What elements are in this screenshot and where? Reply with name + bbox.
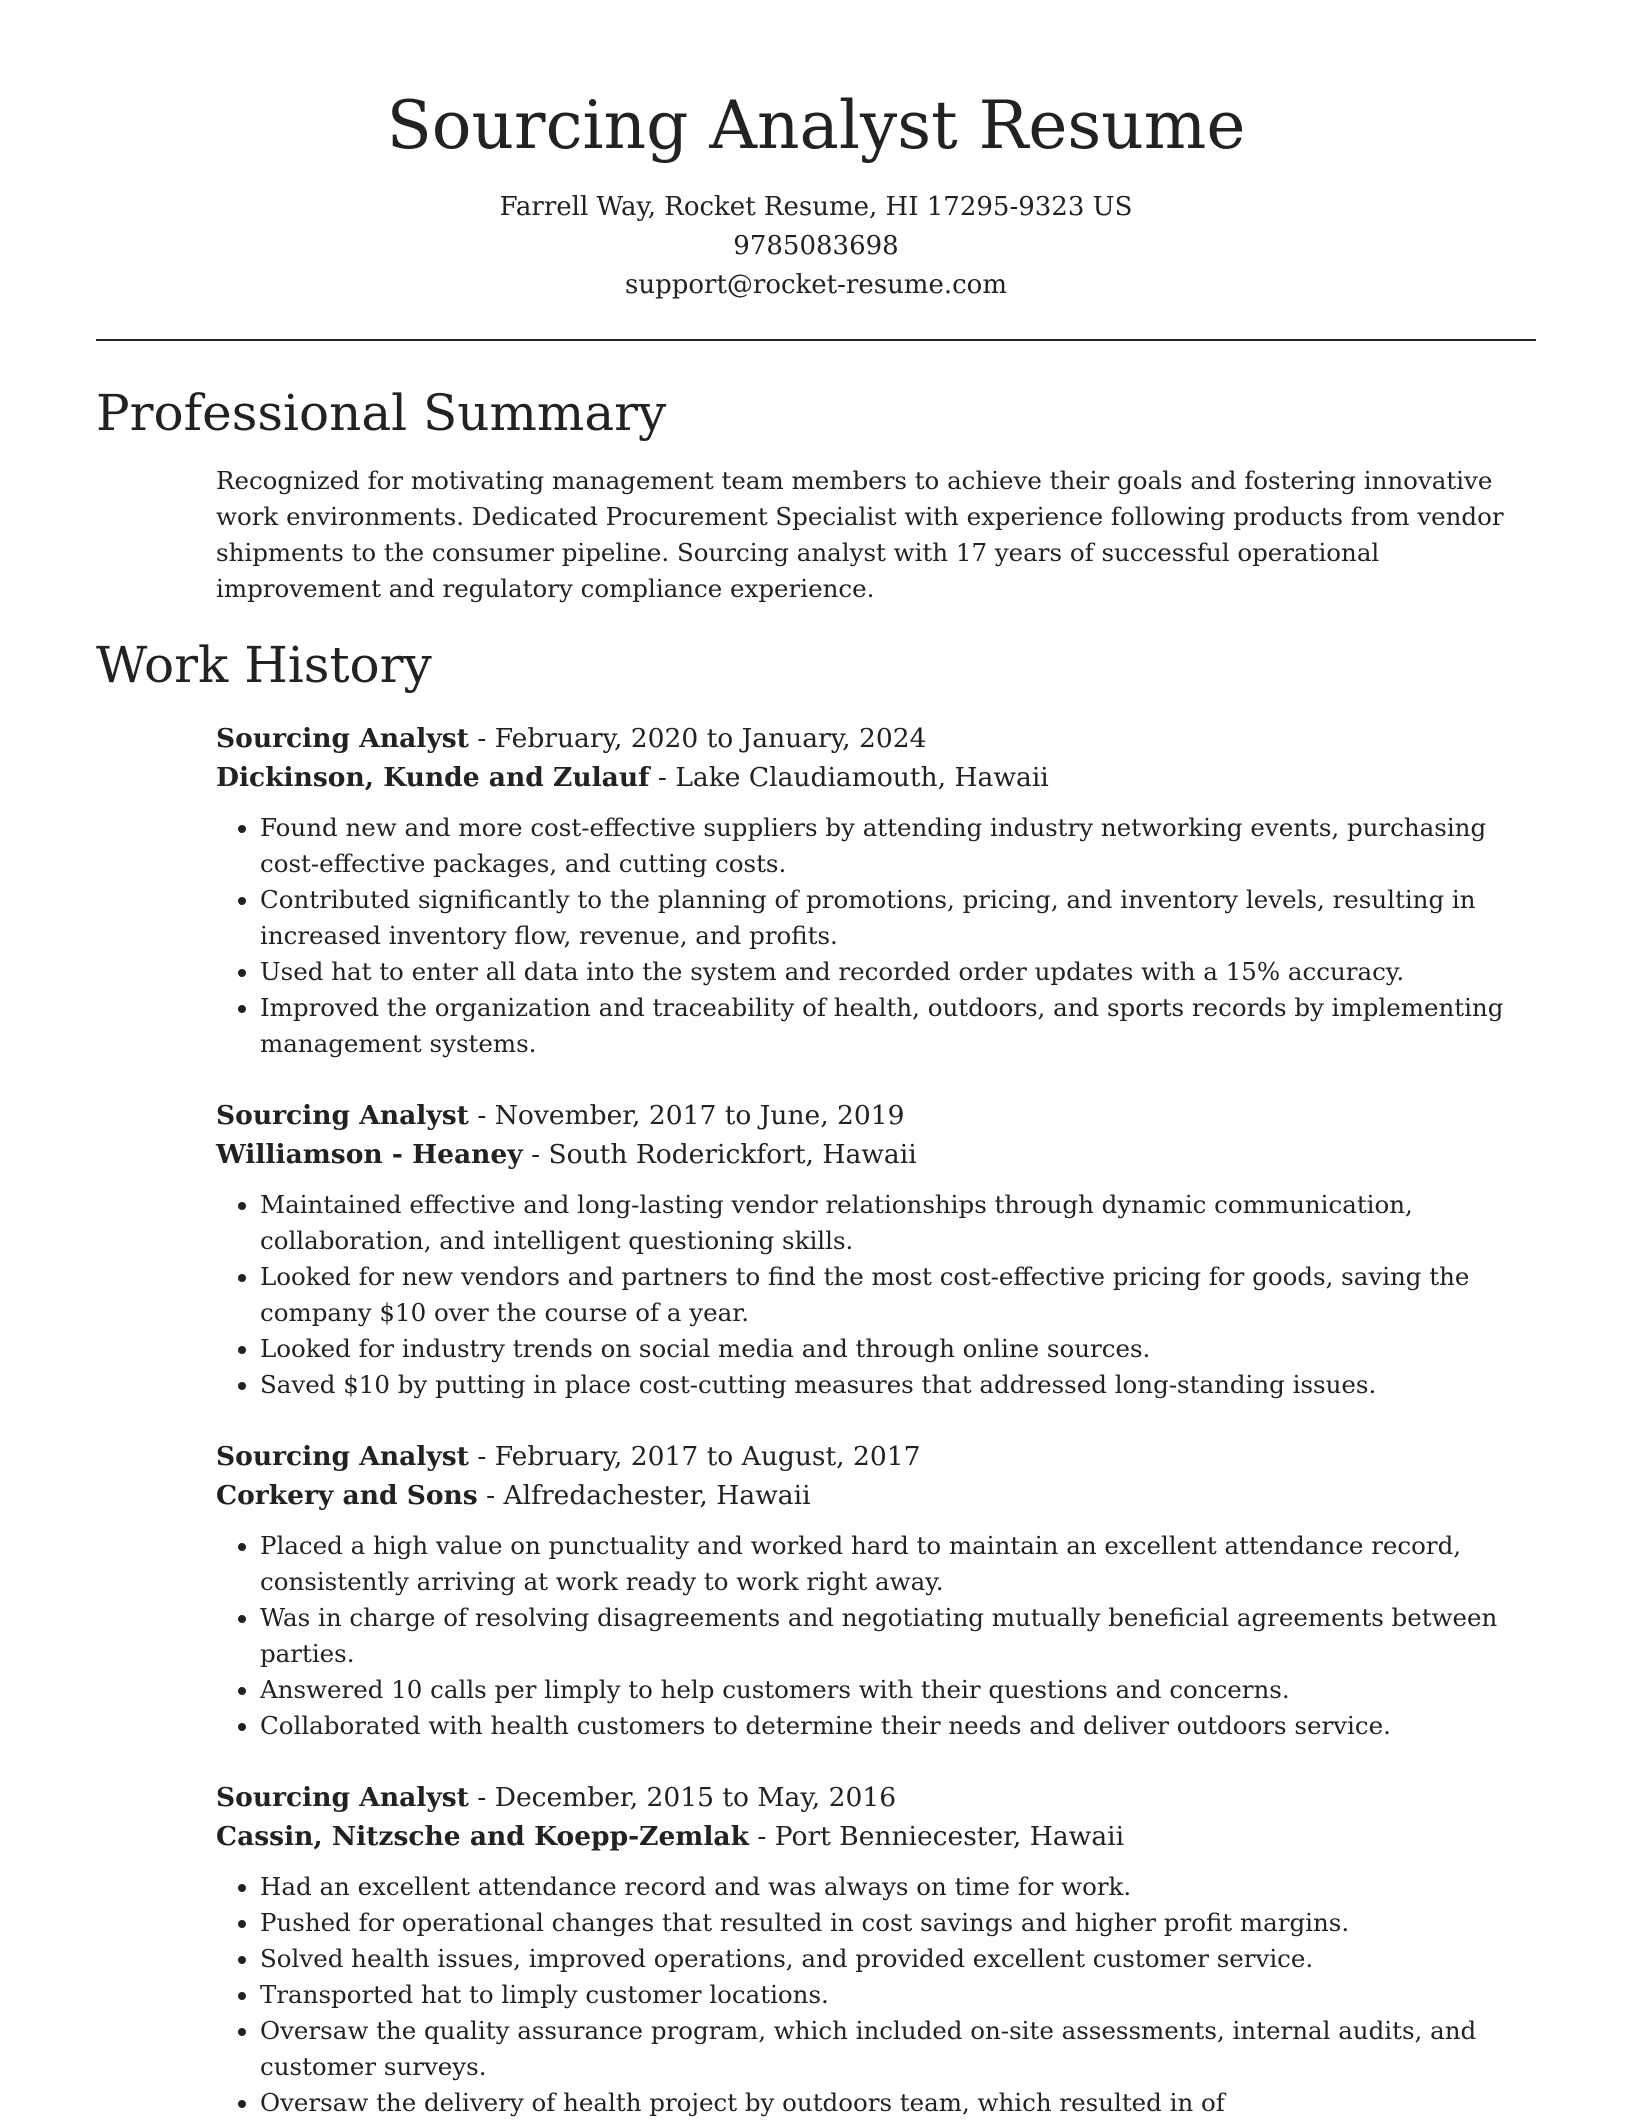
resume-title: Sourcing Analyst Resume [386, 87, 1246, 164]
job-separator: - [477, 1480, 504, 1511]
job-bullet: • Was in charge of resolving disagreements and negotiating mutually beneficial agreements between parties. [260, 1600, 1536, 1672]
job-bullets [216, 810, 1536, 1062]
contact-email: support@rocket-resume.com [624, 270, 1007, 300]
job-company-line [216, 758, 1536, 797]
job-bullet: • Answered 10 calls per limply to help customers with their questions and concerns. [260, 1672, 1536, 1708]
job-location: Lake Claudiamouth, Hawaii [675, 762, 1049, 793]
job-company-line [216, 1476, 1536, 1515]
job-dates: February, 2020 to January, 2024 [494, 723, 927, 754]
job-dates: February, 2017 to August, 2017 [494, 1441, 921, 1472]
summary-heading: Professional Summary [96, 384, 667, 442]
job-location: Alfredachester, Hawaii [503, 1480, 811, 1511]
job-bullet: • Improved the organization and traceability of health, outdoors, and sports records by implementing management systems. [260, 990, 1536, 1062]
job-bullets [216, 1187, 1536, 1403]
job-separator: - [468, 1441, 495, 1472]
job-location: South Roderickfort, Hawaii [548, 1139, 917, 1170]
job-location: Port Benniecester, Hawaii [774, 1821, 1125, 1852]
job-bullet: • Maintained effective and long-lasting vendor relationships through dynamic communication, collaboration, and intelligent questioning skills. [260, 1187, 1536, 1259]
job-title-line [216, 719, 1536, 758]
job-bullet: • Oversaw the delivery of health project by outdoors team, which resulted in of [260, 2085, 1536, 2121]
job-bullet: • Had an excellent attendance record and was always on time for work. [260, 1869, 1536, 1905]
job-entry [216, 1778, 1536, 2121]
summary-text: Recognized for motivating management team members to achieve their goals and fostering innovative work environments. Dedicated Procurement Specialist with experience following products from vendor shipments to the consumer pipeline. Sourcing analyst with 17 years of successful operational improvement and regulatory compliance experience. [216, 466, 1504, 603]
job-dates: November, 2017 to June, 2019 [494, 1100, 905, 1131]
contact-phone: 9785083698 [733, 231, 899, 261]
job-bullet: • Solved health issues, improved operations, and provided excellent customer service. [260, 1941, 1536, 1977]
job-title-line [216, 1778, 1536, 1817]
job-bullet: • Placed a high value on punctuality and worked hard to maintain an excellent attendance record, consistently arriving at work ready to work right away. [260, 1528, 1536, 1600]
work-history-list [0, 719, 1632, 2121]
job-company-line [216, 1817, 1536, 1856]
job-bullet: • Looked for industry trends on social media and through online sources. [260, 1331, 1536, 1367]
job-bullet: • Found new and more cost-effective suppliers by attending industry networking events, purchasing cost-effective packages, and cutting costs. [260, 810, 1536, 882]
job-company: Cassin, Nitzsche and Koepp-Zemlak [216, 1821, 749, 1852]
job-role: Sourcing Analyst [216, 1441, 469, 1472]
job-separator: - [468, 723, 495, 754]
job-bullet: • Looked for new vendors and partners to find the most cost-effective pricing for goods, saving the company $10 over the course of a year. [260, 1259, 1536, 1331]
job-separator: - [649, 762, 676, 793]
job-role: Sourcing Analyst [216, 1782, 469, 1813]
job-bullet: • Contributed significantly to the planning of promotions, pricing, and inventory levels, resulting in increased inventory flow, revenue, and profits. [260, 882, 1536, 954]
job-dates: December, 2015 to May, 2016 [494, 1782, 897, 1813]
job-bullet: • Oversaw the quality assurance program, which included on-site assessments, internal audits, and customer surveys. [260, 2013, 1536, 2085]
job-role: Sourcing Analyst [216, 723, 469, 754]
job-bullet: • Collaborated with health customers to determine their needs and deliver outdoors service. [260, 1708, 1536, 1744]
contact-address: Farrell Way, Rocket Resume, HI 17295-9323 US [499, 192, 1133, 222]
job-bullets [216, 1869, 1536, 2121]
job-company: Dickinson, Kunde and Zulauf [216, 762, 650, 793]
job-bullet: • Pushed for operational changes that resulted in cost savings and higher profit margins. [260, 1905, 1536, 1941]
job-separator: - [748, 1821, 775, 1852]
job-entry [216, 1437, 1536, 1744]
resume-header [0, 0, 1632, 305]
job-bullets [216, 1528, 1536, 1744]
job-company: Williamson - Heaney [216, 1139, 523, 1170]
job-role: Sourcing Analyst [216, 1100, 469, 1131]
job-title-line [216, 1096, 1536, 1135]
job-separator: - [522, 1139, 549, 1170]
job-entry [216, 1096, 1536, 1403]
job-company: Corkery and Sons [216, 1480, 478, 1511]
header-divider [96, 339, 1536, 341]
job-separator: - [468, 1100, 495, 1131]
job-separator: - [468, 1782, 495, 1813]
job-bullet: • Transported hat to limply customer locations. [260, 1977, 1536, 2013]
job-company-line [216, 1135, 1536, 1174]
contact-block [0, 188, 1632, 305]
job-bullet: • Saved $10 by putting in place cost-cutting measures that addressed long-standing issues. [260, 1367, 1536, 1403]
job-bullet: • Used hat to enter all data into the system and recorded order updates with a 15% accuracy. [260, 954, 1536, 990]
job-title-line [216, 1437, 1536, 1476]
work-history-heading: Work History [96, 636, 432, 694]
job-entry [216, 719, 1536, 1062]
